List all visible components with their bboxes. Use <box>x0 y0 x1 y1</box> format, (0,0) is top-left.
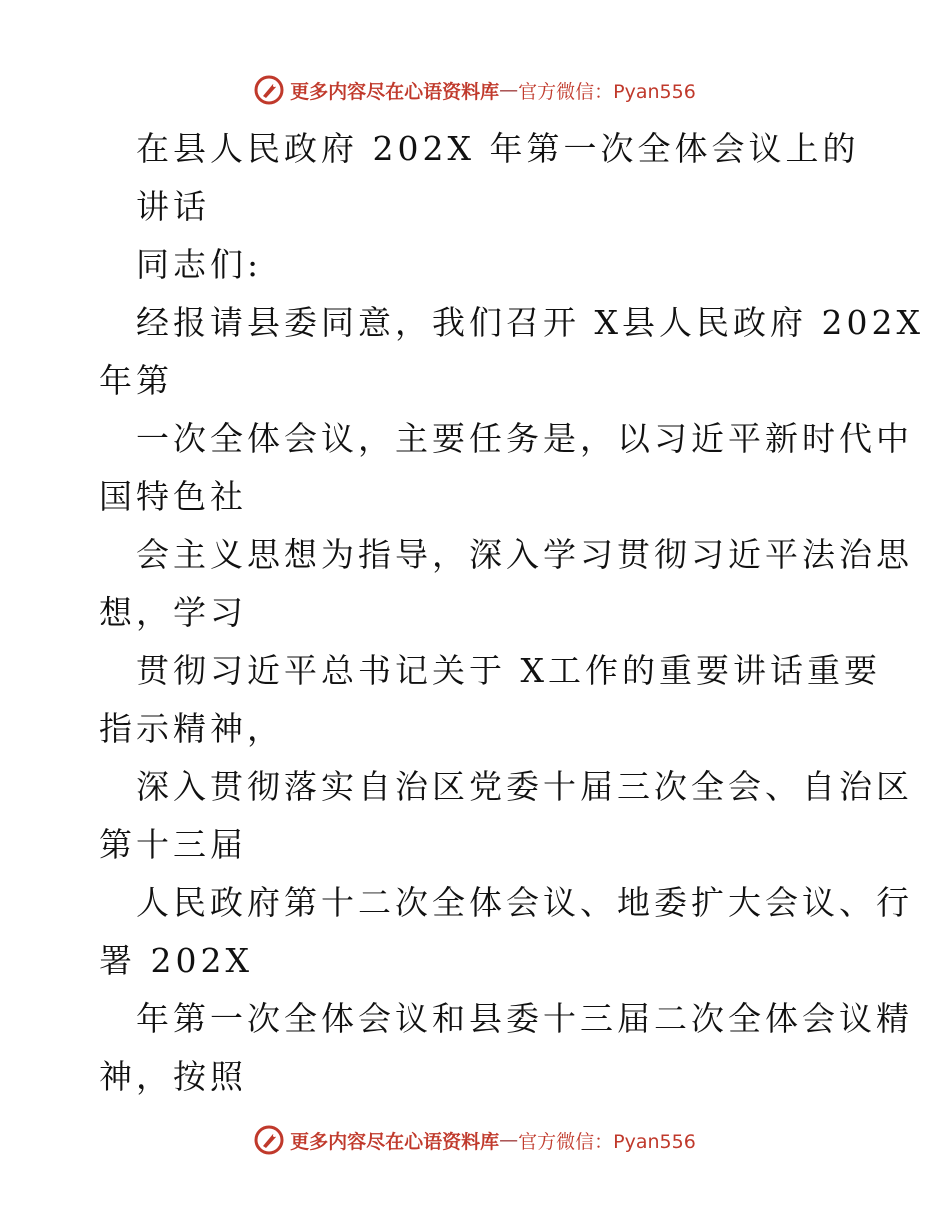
paragraph-line: 第十三届 <box>99 825 247 864</box>
paragraph-line: 一次全体会议，主要任务是，以习近平新时代中 <box>136 419 913 458</box>
document-title-line-1: 在县人民政府 202X 年第一次全体会议上的 <box>136 129 860 168</box>
banner-site-text: 更多内容尽在心语资料库 <box>290 80 500 103</box>
banner-separator: — <box>499 1129 519 1151</box>
pen-nib-logo-icon <box>254 1125 284 1155</box>
paragraph-line: 深入贯彻落实自治区党委十届三次全会、自治区 <box>136 767 913 806</box>
paragraph-line: 年第一次全体会议和县委十三届二次全体会议精 <box>136 999 913 1038</box>
paragraph-line: 贯彻习近平总书记关于 X工作的重要讲话重要 <box>136 651 881 690</box>
paragraph-line: 国特色社 <box>99 477 247 516</box>
paragraph-line: 年第 <box>99 361 173 400</box>
banner-wechat-text: 官方微信：Pyan556 <box>518 80 696 103</box>
banner-separator: — <box>499 79 519 101</box>
document-title-line-2: 讲话 <box>136 187 210 226</box>
header-banner <box>0 70 950 110</box>
paragraph-line: 会主义思想为指导，深入学习贯彻习近平法治思 <box>136 535 913 574</box>
paragraph-line: 神，按照 <box>99 1057 247 1096</box>
paragraph-line: 经报请县委同意，我们召开 X县人民政府 202X <box>136 303 924 342</box>
paragraph-line: 署 202X <box>99 941 253 980</box>
salutation: 同志们: <box>136 245 263 284</box>
paragraph-line: 人民政府第十二次全体会议、地委扩大会议、行 <box>136 883 913 922</box>
banner-site-text: 更多内容尽在心语资料库 <box>290 1130 500 1153</box>
banner-wechat-text: 官方微信：Pyan556 <box>518 1130 696 1153</box>
paragraph-line: 指示精神， <box>99 709 284 748</box>
paragraph-line: 想，学习 <box>99 593 247 632</box>
pen-nib-logo-icon <box>254 75 284 105</box>
footer-banner <box>0 1120 950 1160</box>
